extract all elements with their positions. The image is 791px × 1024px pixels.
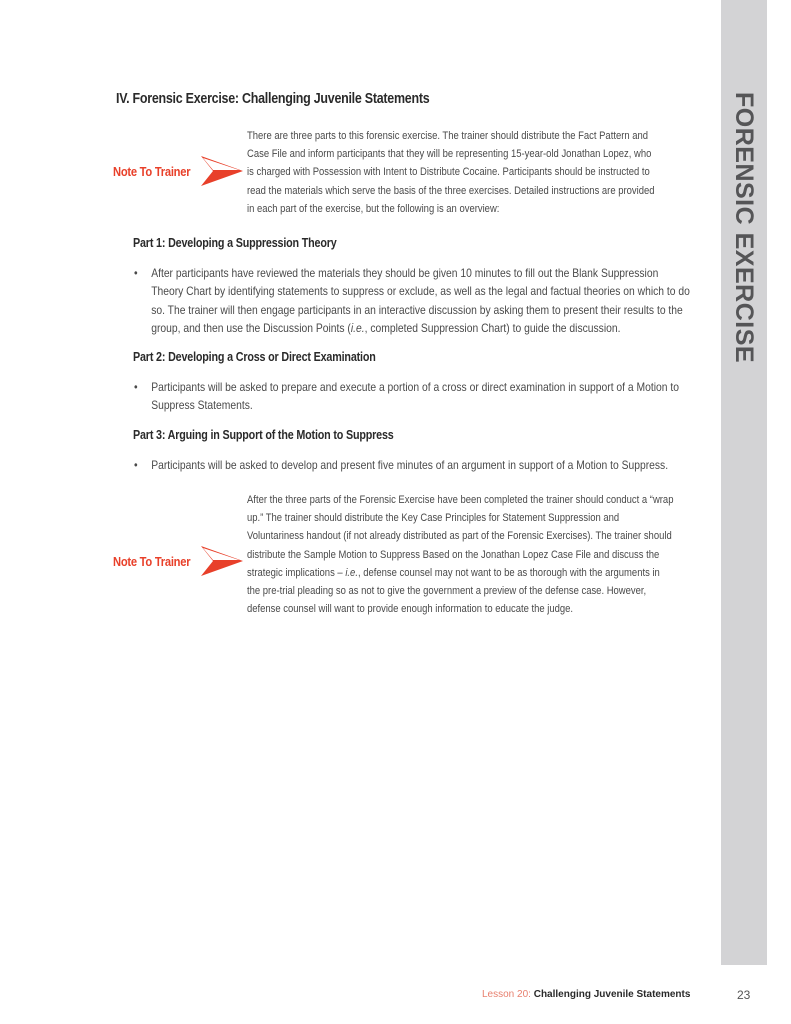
page-footer <box>482 989 690 1000</box>
arrow-pointer-icon <box>199 154 245 188</box>
sidebar-label: FORENSIC EXERCISE <box>730 92 758 364</box>
note-text-1 <box>247 127 660 218</box>
page-number: 23 <box>737 988 751 1002</box>
bullet-text: After participants have reviewed the materials they should be given 10 minutes to fill out the Blank Suppression Theory Chart by identifying statements to suppress or exclude, as well as the legal and factual theories on which to do so. The trainer will then engage participants in an interactive discussion by asking them to present their results to the group, and then use the Discussion Points (i.e., completed Suppression Chart) to guide the discussion. <box>151 266 690 335</box>
note-to-trainer-callout-2 <box>113 544 245 578</box>
bullet-text: Participants will be asked to develop and present five minutes of an argument in support of a Motion to Suppress. <box>151 458 669 472</box>
part-1-heading: Part 1: Developing a Suppression Theory <box>133 236 337 250</box>
note-label: Note To Trainer <box>113 553 191 569</box>
part-2-heading: Part 2: Developing a Cross or Direct Examination <box>133 350 376 364</box>
section-title: IV. Forensic Exercise: Challenging Juvenile Statements <box>116 91 430 107</box>
part-3-heading: Part 3: Arguing in Support of the Motion to Suppress <box>133 428 394 442</box>
part-3-bullet <box>134 456 719 474</box>
bullet-icon: • <box>134 266 138 280</box>
bullet-text: Participants will be asked to prepare and execute a portion of a cross or direct examination in support of a Motion to Suppress Statements. <box>151 380 679 413</box>
bullet-icon: • <box>134 458 138 472</box>
arrow-pointer-icon <box>199 544 245 578</box>
note-text-2 <box>247 491 674 618</box>
note-paragraph: There are three parts to this forensic exercise. The trainer should distribute the Fact Pattern and Case File and inform participants that they will be representing 15-year-old Jonathan Lopez, who is charged with Possession with Intent to Distribute Cocaine. Participants should be instructed to read the materials which serve the basis of the three exercises. Detailed instructions are provided in each part of the exercise, but the following is an overview: <box>247 130 655 215</box>
footer-lesson-label: Lesson 20: <box>482 989 534 1000</box>
part-1-bullet <box>134 264 693 337</box>
note-to-trainer-callout-1 <box>113 154 245 188</box>
footer-lesson-title: Challenging Juvenile Statements <box>533 989 691 1000</box>
note-paragraph: After the three parts of the Forensic Exercise have been completed the trainer should conduct a “wrap up.” The trainer should distribute the Key Case Principles for Statement Suppression and Voluntariness handout (if not already distributed as part of the Forensic Exercises). The trainer should distribute the Sample Motion to Suppress Based on the Jonathan Lopez Case File and discuss the strategic implications – i.e., defense counsel may not want to be as thorough with the arguments in the pre-trial pleading so as not to give the government a preview of the defense case. However, defense counsel will want to provide enough information to educate the judge. <box>247 494 674 616</box>
note-label: Note To Trainer <box>113 163 191 179</box>
part-2-bullet <box>134 378 693 415</box>
bullet-icon: • <box>134 380 138 394</box>
